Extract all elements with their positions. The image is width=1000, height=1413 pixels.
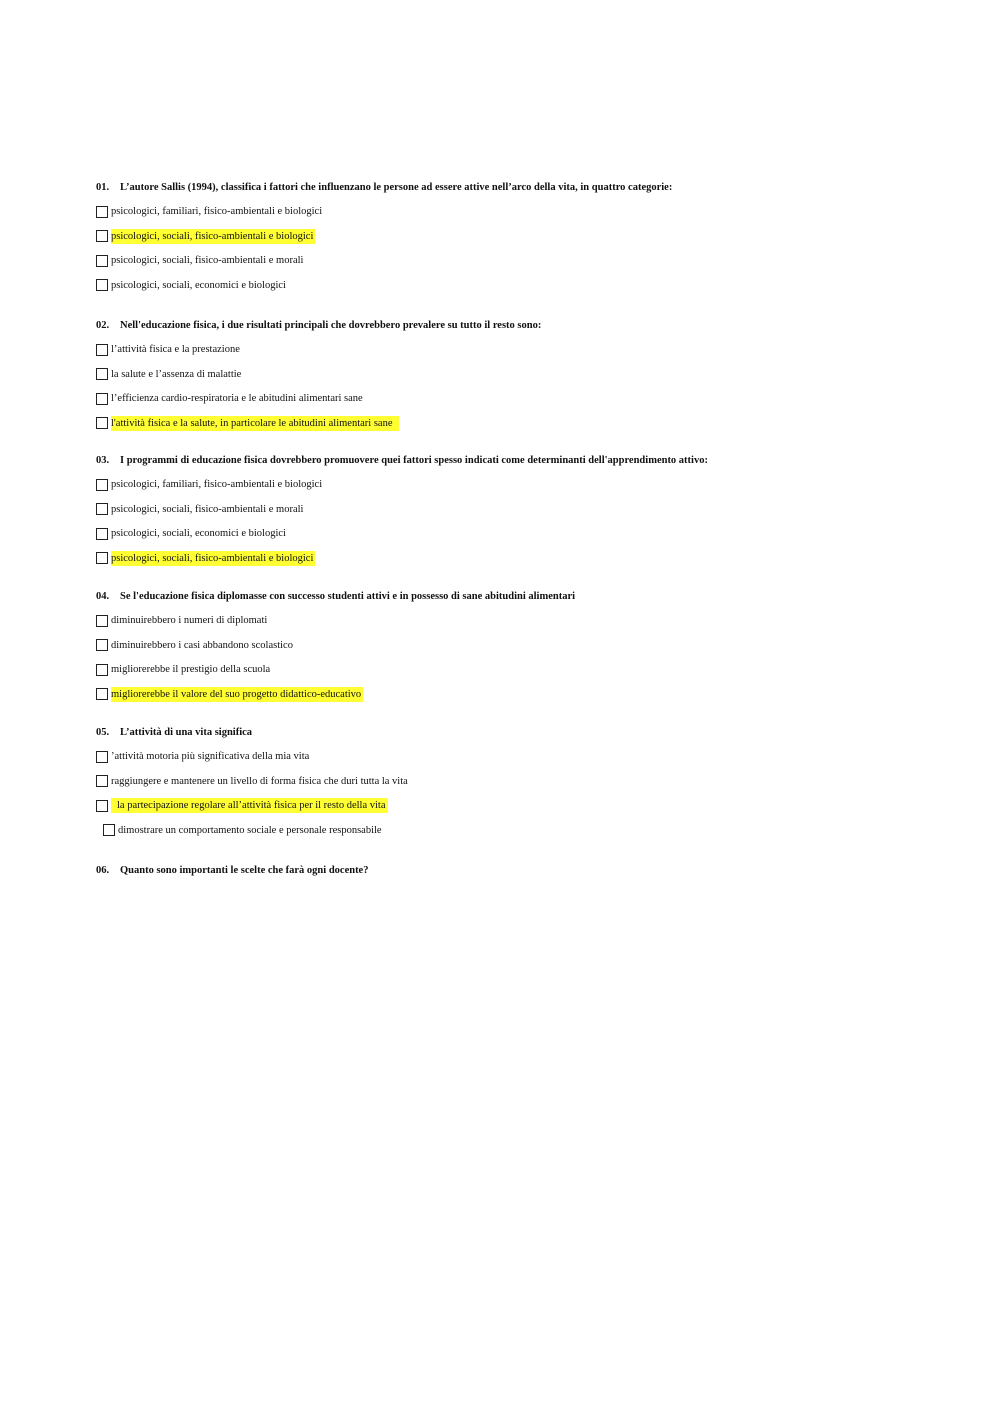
checkbox-icon[interactable] <box>96 664 108 676</box>
question-06 <box>96 864 956 887</box>
answer-option[interactable] <box>96 477 956 492</box>
answer-option[interactable] <box>96 662 956 677</box>
answer-option[interactable] <box>96 638 956 653</box>
checkbox-icon[interactable] <box>96 552 108 564</box>
checkbox-icon[interactable] <box>96 344 108 356</box>
option-label: psicologici, familiari, fisico-ambientali e biologici <box>111 206 323 217</box>
answer-option-highlighted[interactable] <box>96 229 956 244</box>
answer-option-highlighted[interactable] <box>96 416 956 431</box>
answer-option[interactable] <box>96 749 956 764</box>
checkbox-icon[interactable] <box>96 639 108 651</box>
answer-option[interactable] <box>96 526 956 541</box>
question-number: 05. <box>96 727 110 738</box>
answer-option-highlighted[interactable] <box>96 551 956 566</box>
checkbox-icon[interactable] <box>96 751 108 763</box>
option-label: psicologici, sociali, economici e biologici <box>111 528 286 540</box>
option-label: dimostrare un comportamento sociale e personale responsabile <box>118 824 382 836</box>
question-number: 01. <box>96 182 110 193</box>
question-title <box>96 864 956 878</box>
checkbox-icon[interactable] <box>96 775 108 787</box>
question-text: I programmi di educazione fisica dovrebbero promuovere quei fattori spesso indicati come determinanti dell'apprendimento attivo: <box>120 455 708 466</box>
option-label: psicologici, sociali, economici e biologici <box>111 279 286 291</box>
answer-option-highlighted[interactable] <box>96 798 956 813</box>
option-label: psicologici, familiari, fisico-ambientali e biologici <box>111 479 323 490</box>
option-label: ’attività motoria più significativa della mia vita <box>111 751 310 762</box>
answer-option-highlighted[interactable] <box>96 687 956 702</box>
question-02 <box>96 319 956 440</box>
option-label: diminuirebbero i numeri di diplomati <box>111 615 268 626</box>
answer-option[interactable] <box>96 774 956 789</box>
question-title <box>96 590 956 604</box>
option-label: migliorerebbe il valore del suo progetto didattico-educativo <box>111 688 362 700</box>
question-text: Se l'educazione fisica diplomasse con successo studenti attivi e in possesso di sane abitudini alimentari <box>120 591 576 602</box>
checkbox-icon[interactable] <box>96 417 108 429</box>
checkbox-icon[interactable] <box>96 615 108 627</box>
option-label: la partecipazione regolare all’attività fisica per il resto della vita <box>111 798 388 813</box>
checkbox-icon[interactable] <box>96 279 108 291</box>
answer-option[interactable] <box>96 278 956 293</box>
question-text: Nell'educazione fisica, i due risultati principali che dovrebbero prevalere su tutto il resto sono: <box>120 320 542 331</box>
checkbox-icon[interactable] <box>96 255 108 267</box>
option-label: raggiungere e mantenere un livello di forma fisica che duri tutta la vita <box>111 775 408 787</box>
checkbox-icon[interactable] <box>103 824 115 836</box>
option-label: psicologici, sociali, fisico-ambientali e biologici <box>111 230 314 242</box>
checkbox-icon[interactable] <box>96 528 108 540</box>
option-label: l'attività fisica e la salute, in particolare le abitudini alimentari sane <box>111 416 399 431</box>
option-label: psicologici, sociali, fisico-ambientali e morali <box>111 503 304 515</box>
checkbox-icon[interactable] <box>96 800 108 812</box>
question-text: L’attività di una vita significa <box>120 727 253 738</box>
question-title <box>96 454 956 468</box>
answer-option[interactable] <box>96 391 956 406</box>
checkbox-icon[interactable] <box>96 206 108 218</box>
answer-option[interactable] <box>96 613 956 628</box>
answer-option[interactable] <box>96 367 956 382</box>
option-label: psicologici, sociali, fisico-ambientali e biologici <box>111 552 314 564</box>
checkbox-icon[interactable] <box>96 479 108 491</box>
question-text: Quanto sono importanti le scelte che farà ogni docente? <box>120 865 369 876</box>
checkbox-icon[interactable] <box>96 688 108 700</box>
answer-option[interactable] <box>96 253 956 268</box>
option-label: psicologici, sociali, fisico-ambientali e morali <box>111 255 304 267</box>
question-title <box>96 726 956 740</box>
question-03 <box>96 454 956 575</box>
question-05 <box>96 726 956 847</box>
question-title <box>96 181 956 195</box>
question-number: 03. <box>96 455 110 466</box>
answer-option[interactable] <box>96 342 956 357</box>
question-number: 04. <box>96 591 110 602</box>
question-04 <box>96 590 956 711</box>
question-text: L’autore Sallis (1994), classifica i fattori che influenzano le persone ad essere attive nell’arco della vita, in quattro categorie: <box>120 182 673 193</box>
checkbox-icon[interactable] <box>96 503 108 515</box>
question-number: 06. <box>96 865 110 876</box>
option-label: l’attività fisica e la prestazione <box>111 344 240 355</box>
option-label: diminuirebbero i casi abbandono scolastico <box>111 639 293 651</box>
checkbox-icon[interactable] <box>96 393 108 405</box>
answer-option[interactable] <box>96 204 956 219</box>
checkbox-icon[interactable] <box>96 230 108 242</box>
option-label: migliorerebbe il prestigio della scuola <box>111 664 271 676</box>
option-label: la salute e l’assenza di malattie <box>111 368 242 380</box>
answer-option[interactable] <box>96 502 956 517</box>
option-label: l’efficienza cardio-respiratoria e le abitudini alimentari sane <box>111 393 363 405</box>
question-01 <box>96 181 956 302</box>
question-title <box>96 319 956 333</box>
checkbox-icon[interactable] <box>96 368 108 380</box>
question-number: 02. <box>96 320 110 331</box>
answer-option[interactable] <box>96 823 956 838</box>
